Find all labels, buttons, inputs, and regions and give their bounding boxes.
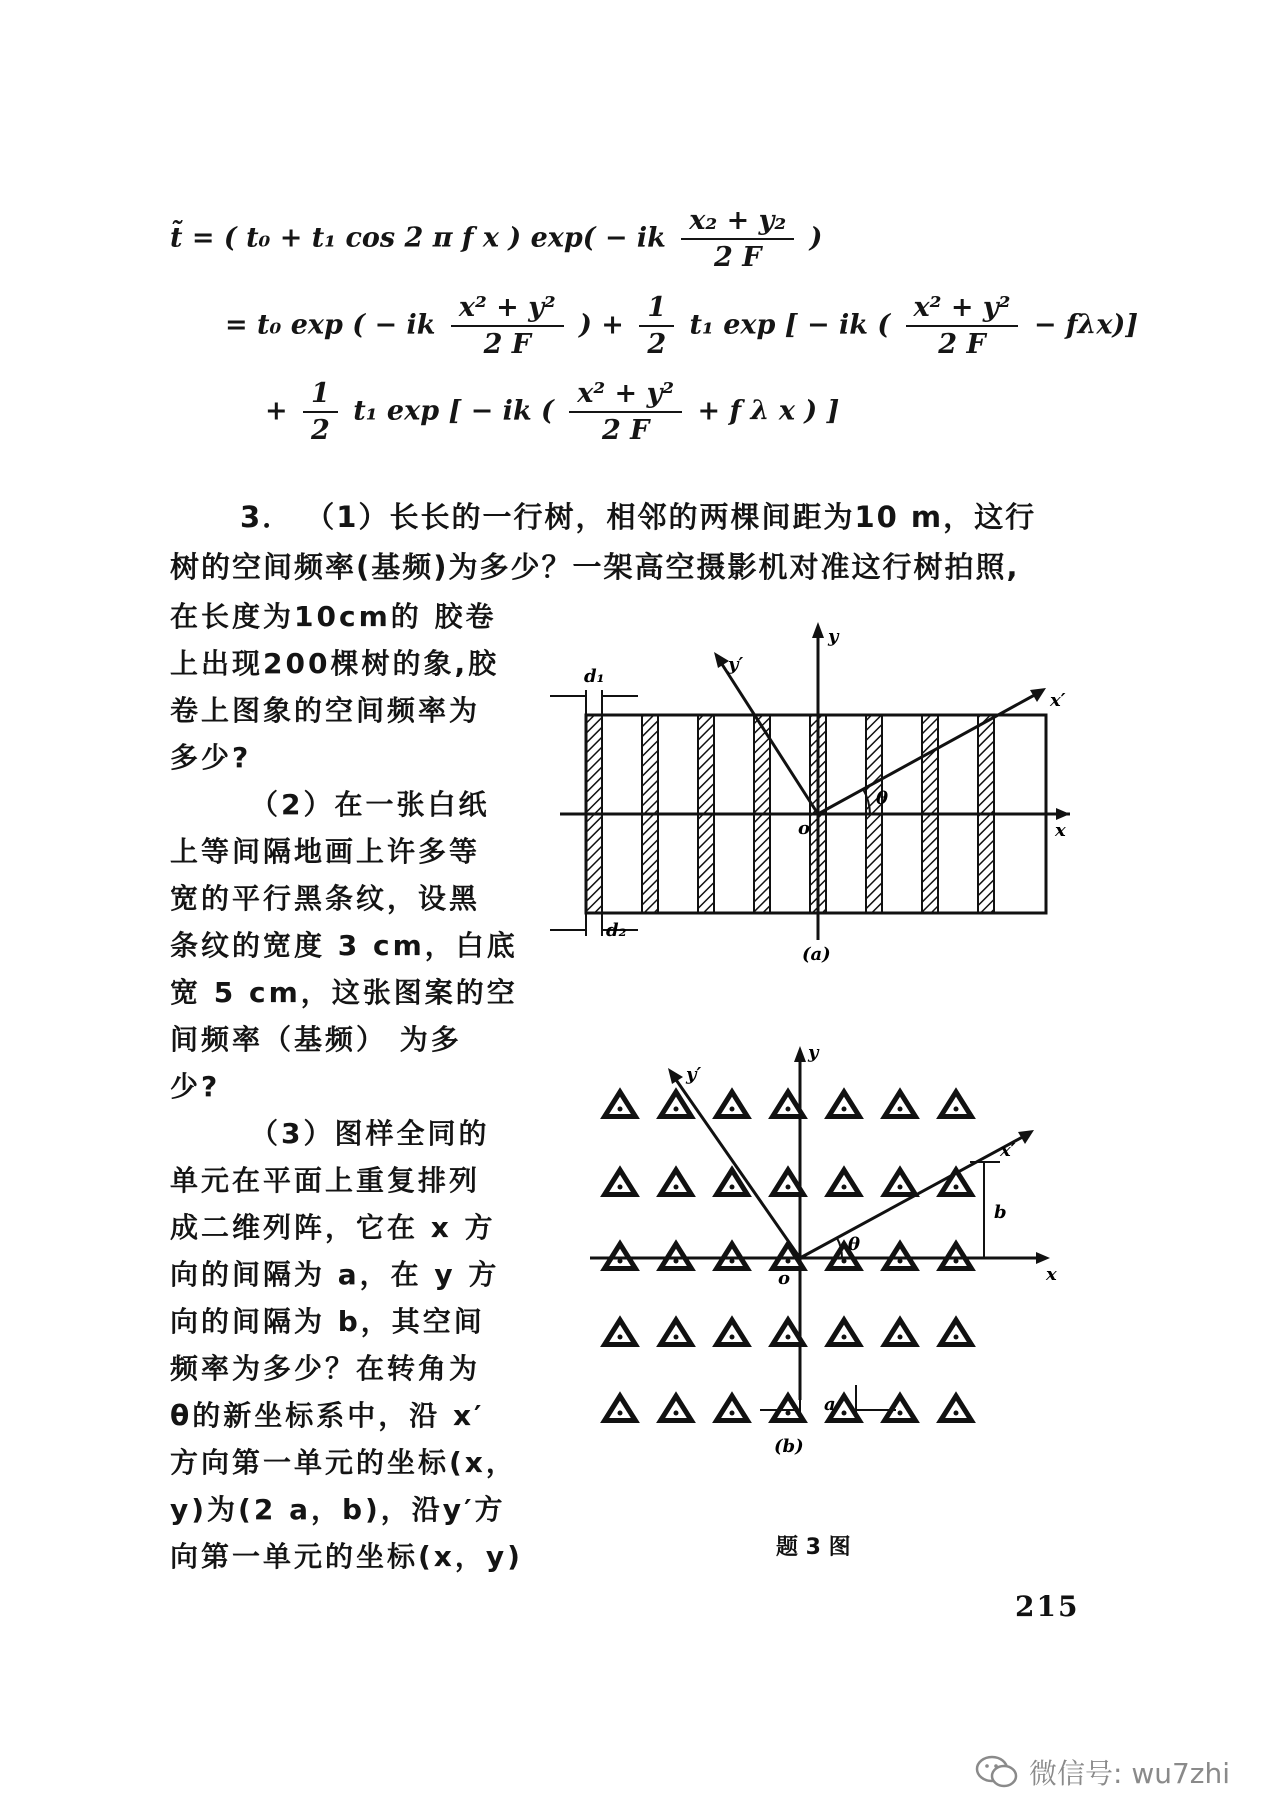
figure-b-lattice: [580, 1040, 1080, 1530]
eq2-fraction-2: [906, 292, 1019, 360]
lattice-triangle: [941, 1092, 972, 1117]
eq2-denominator-2: 2 F: [938, 329, 986, 360]
column-line: 少?: [170, 1070, 221, 1103]
problem-line-1: 3． （1）长长的一行树，相邻的两棵间距为10 m，这行: [240, 500, 1037, 534]
eq3-numerator: x² + y²: [569, 378, 682, 413]
lattice-triangle-dot: [898, 1335, 903, 1340]
wechat-watermark: [975, 1752, 1230, 1792]
eq2-half-num: 1: [639, 292, 674, 327]
lattice-triangle: [941, 1244, 972, 1269]
lattice-triangle-dot: [842, 1335, 847, 1340]
label-d2: d₂: [606, 920, 627, 941]
lattice-triangle-dot: [618, 1335, 623, 1340]
label-y: y: [808, 1042, 819, 1063]
figure-caption: 题 3 图: [776, 1535, 851, 1560]
column-line: 单元在平面上重复排列: [170, 1164, 481, 1197]
lattice-triangle: [717, 1320, 748, 1345]
label-x: x: [1055, 820, 1066, 841]
page-number: 215: [1015, 1590, 1080, 1623]
eq2-half: [639, 292, 674, 360]
lattice-triangle-dot: [674, 1335, 679, 1340]
eq1-left: t̃ = ( t₀ + t₁ cos 2 π f x ) exp( − ik: [170, 222, 666, 254]
equation-line-1: [170, 205, 822, 273]
lattice-triangle-dot: [674, 1411, 679, 1416]
column-line: 向的间隔为 a，在 y 方: [170, 1258, 500, 1291]
label-y: y: [828, 626, 839, 647]
lattice-triangle: [941, 1320, 972, 1345]
eq2-part-a: = t₀ exp ( − ik: [225, 309, 436, 341]
label-xprime: x′: [1000, 1140, 1016, 1161]
lattice-triangle-dot: [618, 1259, 623, 1264]
column-line: 向第一单元的坐标(x，y): [170, 1540, 523, 1573]
lattice-triangle: [605, 1092, 636, 1117]
label-yprime: y′: [686, 1064, 702, 1085]
lattice-triangle: [717, 1244, 748, 1269]
lattice-triangle-dot: [898, 1185, 903, 1190]
y-axis-arrow: [812, 622, 824, 638]
lattice-triangle-dot: [674, 1259, 679, 1264]
lattice-triangle: [885, 1170, 916, 1195]
column-line: 间频率（基频） 为多: [170, 1023, 462, 1056]
label-theta: θ: [848, 1234, 861, 1255]
lattice-triangle: [941, 1396, 972, 1421]
lattice-triangle-dot: [786, 1411, 791, 1416]
caption-b: (b): [774, 1436, 804, 1457]
column-line: θ的新坐标系中，沿 x′: [170, 1399, 485, 1432]
lattice-triangle: [605, 1244, 636, 1269]
eq1-numerator: x₂ + y₂: [681, 205, 794, 240]
column-line: 卷上图象的空间频率为: [170, 694, 481, 727]
lattice-triangle-dot: [730, 1259, 735, 1264]
lattice-triangle: [885, 1092, 916, 1117]
lattice-triangle: [661, 1396, 692, 1421]
lattice-triangle: [829, 1320, 860, 1345]
column-line: 上出现200棵树的象,胶: [170, 647, 500, 680]
lattice-triangle-dot: [730, 1411, 735, 1416]
lattice-triangle-dot: [898, 1411, 903, 1416]
column-line: y)为(2 a，b)，沿y′方: [170, 1493, 506, 1526]
yprime-arrow: [714, 652, 729, 668]
column-line: 方向第一单元的坐标(x，: [170, 1446, 517, 1479]
lattice-triangle-dot: [674, 1185, 679, 1190]
label-d1: d₁: [584, 666, 605, 687]
label-x: x: [1046, 1264, 1057, 1285]
lattice-triangle-dot: [618, 1107, 623, 1112]
eq2-numerator-1: x² + y²: [451, 292, 564, 327]
lattice-triangle: [661, 1170, 692, 1195]
eq2-fraction-1: [451, 292, 564, 360]
label-a: a: [824, 1394, 836, 1415]
triangle-lattice: [605, 1092, 972, 1421]
label-yprime: y′: [728, 654, 744, 675]
lattice-triangle: [885, 1244, 916, 1269]
column-line: 上等间隔地画上许多等: [170, 835, 481, 868]
eq3-half-num: 1: [303, 378, 338, 413]
figure-a-stripes: [540, 610, 1080, 970]
eq3-fraction: [569, 378, 682, 446]
column-line: 向的间隔为 b，其空间: [170, 1305, 485, 1338]
column-line: 宽的平行黑条纹，设黑: [170, 882, 481, 915]
x-axis-arrow: [1036, 1252, 1050, 1264]
lattice-triangle: [941, 1170, 972, 1195]
lattice-triangle: [605, 1396, 636, 1421]
column-line: 多少?: [170, 741, 252, 774]
eq1-fraction: [681, 205, 794, 273]
lattice-triangle-dot: [954, 1411, 959, 1416]
equation-line-3: [265, 378, 839, 446]
label-o: o: [778, 1268, 791, 1289]
column-line: （3）图样全同的: [250, 1117, 490, 1150]
lattice-triangle: [661, 1320, 692, 1345]
lattice-triangle-dot: [786, 1185, 791, 1190]
lattice-triangle-dot: [954, 1335, 959, 1340]
column-line: 宽 5 cm，这张图案的空: [170, 976, 518, 1009]
lattice-triangle-dot: [842, 1259, 847, 1264]
problem-column: [170, 595, 523, 1582]
lattice-triangle: [605, 1170, 636, 1195]
lattice-triangle: [717, 1396, 748, 1421]
lattice-triangle-dot: [786, 1107, 791, 1112]
lattice-triangle-dot: [842, 1411, 847, 1416]
column-line: 在长度为10cm的 胶卷: [170, 600, 497, 633]
lattice-triangle-dot: [954, 1259, 959, 1264]
eq3-half: [303, 378, 338, 446]
lattice-triangle: [885, 1320, 916, 1345]
column-line: 频率为多少？在转角为: [170, 1352, 481, 1385]
eq2-numerator-2: x² + y²: [906, 292, 1019, 327]
eq2-part-b: ) +: [579, 309, 624, 341]
lattice-triangle-dot: [730, 1107, 735, 1112]
lattice-triangle-dot: [898, 1107, 903, 1112]
lattice-triangle-dot: [954, 1185, 959, 1190]
lattice-triangle-dot: [618, 1411, 623, 1416]
lattice-triangle: [605, 1320, 636, 1345]
y-axis-arrow: [794, 1046, 806, 1062]
column-line: （2）在一张白纸: [250, 788, 490, 821]
problem-line-2: 树的空间频率(基频)为多少？一架高空摄影机对准这行树拍照,: [170, 550, 1020, 584]
lattice-triangle: [885, 1396, 916, 1421]
lattice-triangle: [829, 1170, 860, 1195]
column-line: 条纹的宽度 3 cm，白底: [170, 929, 518, 962]
watermark-text: 微信号: wu7zhi: [1029, 1757, 1231, 1790]
lattice-triangle-dot: [786, 1335, 791, 1340]
lattice-triangle-dot: [618, 1185, 623, 1190]
eq1-close: ): [809, 222, 823, 254]
lattice-triangle-dot: [730, 1185, 735, 1190]
eq3-half-den: 2: [311, 415, 330, 446]
x-axis-arrow: [1056, 808, 1070, 820]
lattice-triangle-dot: [954, 1107, 959, 1112]
lattice-triangle-dot: [786, 1259, 791, 1264]
label-xprime: x′: [1050, 690, 1066, 711]
lattice-triangle: [661, 1244, 692, 1269]
label-o: o: [798, 818, 811, 839]
label-b: b: [994, 1202, 1007, 1223]
lattice-triangle-dot: [842, 1107, 847, 1112]
eq1-denominator: 2 F: [714, 242, 762, 273]
lattice-triangle: [829, 1092, 860, 1117]
lattice-triangle: [717, 1092, 748, 1117]
eq2-part-d: − fλx)]: [1033, 309, 1139, 341]
eq3-part-b: t₁ exp [ − ik (: [353, 395, 554, 427]
eq3-part-c: + f λ x ) ]: [697, 395, 840, 427]
equation-line-2: [225, 292, 1138, 360]
eq2-part-c: t₁ exp [ − ik (: [689, 309, 891, 341]
lattice-triangle-dot: [898, 1259, 903, 1264]
yprime-arrow: [668, 1068, 683, 1084]
lattice-triangle-dot: [842, 1185, 847, 1190]
column-line: 成二维列阵，它在 x 方: [170, 1211, 496, 1244]
lattice-triangle-dot: [674, 1107, 679, 1112]
wechat-icon: [975, 1754, 1019, 1790]
eq2-denominator-1: 2 F: [483, 329, 531, 360]
lattice-triangle-dot: [730, 1335, 735, 1340]
eq2-half-den: 2: [647, 329, 667, 360]
eq3-denominator: 2 F: [601, 415, 650, 446]
eq3-part-a: +: [265, 395, 288, 427]
label-theta: θ: [876, 788, 889, 809]
caption-a: (a): [802, 944, 831, 965]
